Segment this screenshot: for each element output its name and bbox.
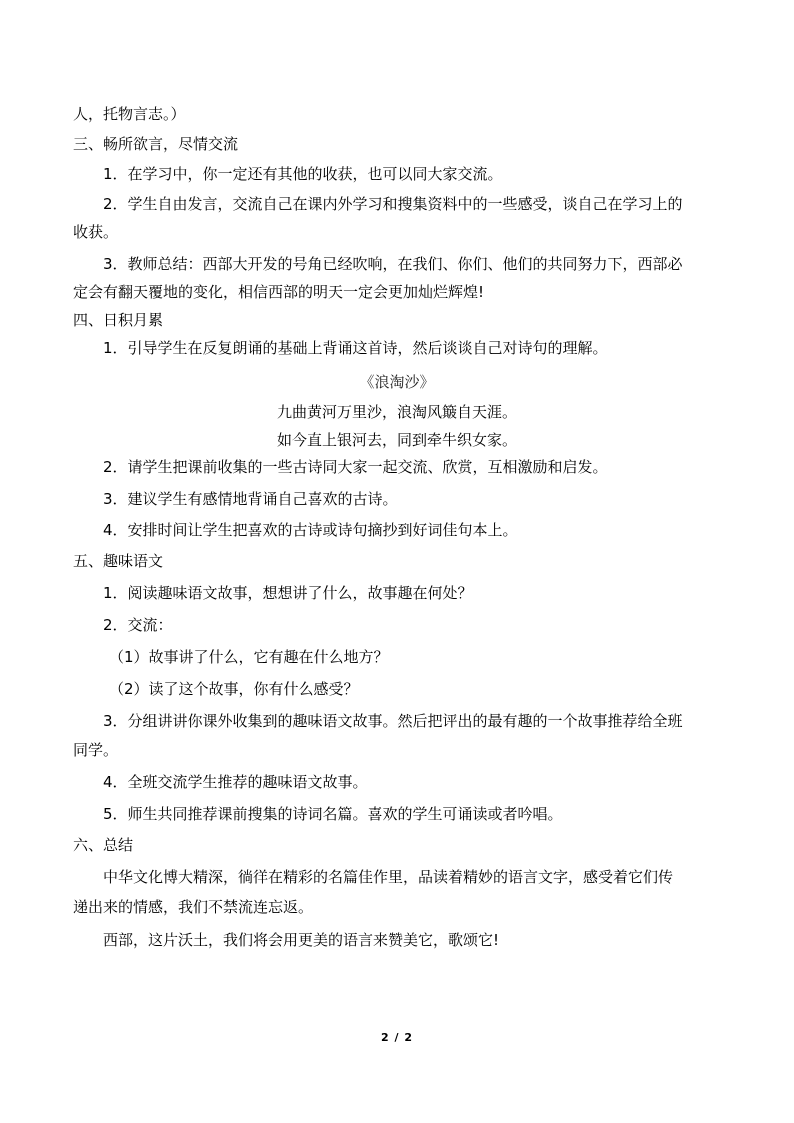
list-item: 4．全班交流学生推荐的趣味语文故事。 [103, 773, 368, 791]
poem-line: 如今直上银河去，同到牵牛织女家。 [276, 431, 517, 449]
list-item-continuation: 收获。 [73, 223, 119, 241]
poem-line: 九曲黄河万里沙，浪淘风簸自天涯。 [276, 403, 517, 421]
section-heading-3: 三、畅所欲言，尽情交流 [73, 135, 239, 153]
poem-title: 《浪淘沙》 [359, 373, 435, 391]
list-item: 2．学生自由发言，交流自己在课内外学习和搜集资料中的一些感受，谈自己在学习上的 [103, 195, 683, 213]
summary-paragraph-continuation: 递出来的情感，我们不禁流连忘返。 [73, 898, 314, 916]
page-number: 2 / 2 [381, 1031, 413, 1044]
sub-list-item: （1）故事讲了什么，它有趣在什么地方？ [109, 648, 389, 666]
list-item: 1．在学习中，你一定还有其他的收获，也可以同大家交流。 [103, 165, 503, 183]
list-item: 3．教师总结：西部大开发的号角已经吹响，在我们、你们、他们的共同努力下，西部必 [103, 255, 683, 273]
list-item: 4．安排时间让学生把喜欢的古诗或诗句摘抄到好词佳句本上。 [103, 521, 518, 539]
list-item: 2．交流： [103, 616, 173, 634]
sub-list-item: （2）读了这个故事，你有什么感受？ [109, 680, 359, 698]
paragraph-continuation: 人，托物言志。） [73, 105, 186, 123]
list-item: 2．请学生把课前收集的一些古诗同大家一起交流、欣赏，互相激励和启发。 [103, 458, 608, 476]
list-item: 1．阅读趣味语文故事，想想讲了什么，故事趣在何处？ [103, 584, 473, 602]
list-item: 3．分组讲讲你课外收集到的趣味语文故事。然后把评出的最有趣的一个故事推荐给全班 [103, 712, 683, 730]
list-item: 3．建议学生有感情地背诵自己喜欢的古诗。 [103, 490, 398, 508]
summary-paragraph: 中华文化博大精深，徜徉在精彩的名篇佳作里，品读着精妙的语言文字，感受着它们传 [103, 868, 674, 886]
section-heading-4: 四、日积月累 [73, 311, 164, 329]
list-item: 5．师生共同推荐课前搜集的诗词名篇。喜欢的学生可诵读或者吟唱。 [103, 805, 563, 823]
list-item: 1．引导学生在反复朗诵的基础上背诵这首诗，然后谈谈自己对诗句的理解。 [103, 339, 608, 357]
list-item-continuation: 定会有翻天覆地的变化，相信西部的明天一定会更加灿烂辉煌! [73, 283, 485, 301]
section-heading-5: 五、趣味语文 [73, 552, 164, 570]
list-item-continuation: 同学。 [73, 741, 119, 759]
closing-paragraph: 西部，这片沃土，我们将会用更美的语言来赞美它，歌颂它! [103, 931, 500, 949]
section-heading-6: 六、总结 [73, 836, 134, 854]
